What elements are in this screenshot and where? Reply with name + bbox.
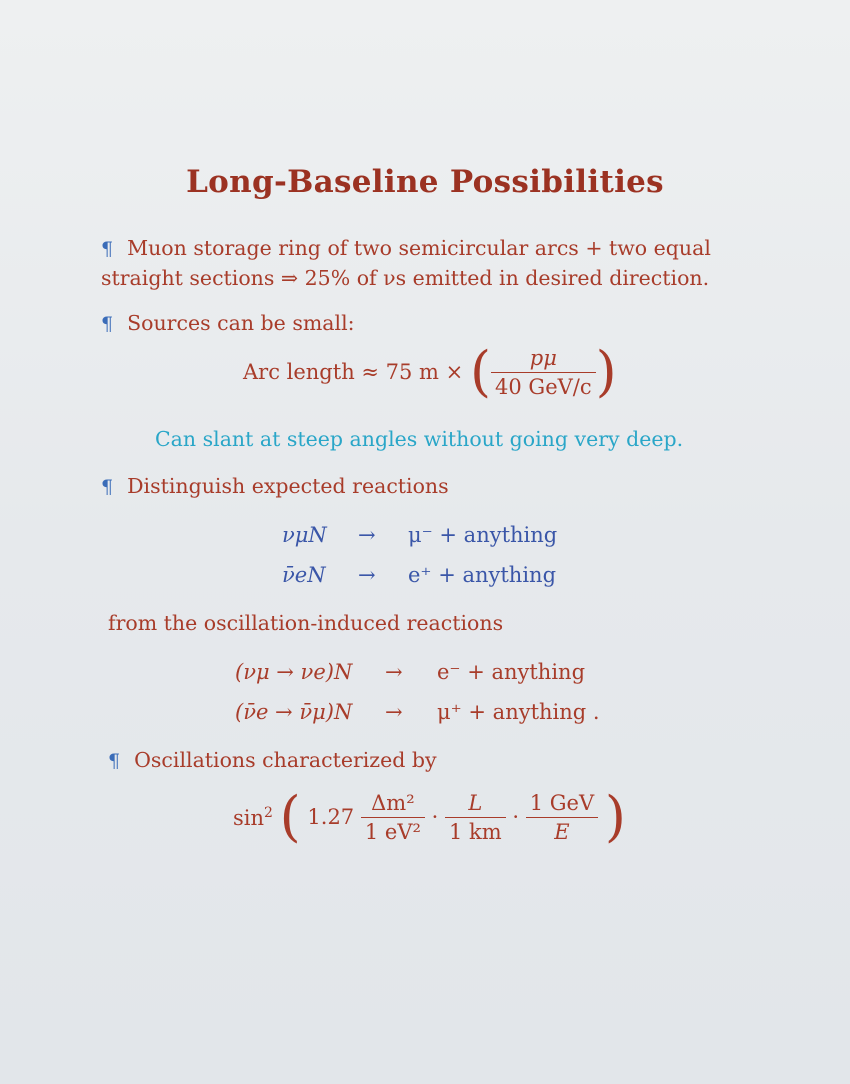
fraction-denominator: 1 eV² — [364, 819, 421, 844]
fraction-denominator: E — [554, 819, 570, 844]
reaction-lhs: (ν̄e → ν̄μ)N — [235, 700, 353, 724]
pilcrow-icon: ¶ — [101, 238, 114, 260]
reaction-arrow: → — [385, 660, 403, 684]
fraction-numerator: 1 GeV — [526, 791, 598, 818]
oscillation-formula — [233, 785, 626, 848]
bullet-2 — [101, 311, 355, 335]
reaction-rhs: e⁺ + anything — [408, 563, 557, 587]
fraction-numerator: pμ — [491, 346, 596, 373]
fraction-denominator: 1 km — [448, 819, 502, 844]
sin-exponent: 2 — [264, 804, 273, 821]
fraction-denominator: 40 GeV/c — [495, 374, 592, 399]
momentum-fraction — [491, 346, 596, 399]
fraction-numerator: L — [445, 791, 506, 818]
induced-reaction-2 — [235, 700, 600, 724]
reaction-arrow: → — [358, 523, 376, 547]
bullet-3 — [101, 474, 449, 498]
right-paren: ) — [595, 340, 617, 403]
reaction-arrow: → — [385, 700, 403, 724]
reaction-lhs: ν̄eN — [282, 563, 326, 587]
energy-fraction — [526, 791, 598, 844]
mass-fraction — [361, 791, 425, 844]
bullet-1-line-1 — [101, 236, 711, 260]
dot-operator: · — [431, 805, 439, 829]
reaction-rhs: μ⁻ + anything — [408, 523, 558, 547]
expected-reaction-2 — [282, 563, 556, 587]
sin-function — [233, 806, 273, 830]
arc-length-equation — [243, 340, 617, 403]
reaction-lhs: (νμ → νe)N — [235, 660, 353, 684]
length-fraction — [445, 791, 506, 844]
bullet-1-line-2: straight sections ⇒ 25% of νs emitted in desired direction. — [101, 266, 710, 290]
arc-length-lhs: Arc length ≈ 75 m × — [243, 360, 464, 384]
page-title: Long-Baseline Possibilities — [186, 164, 664, 200]
right-paren: ) — [604, 785, 626, 848]
reaction-rhs: e⁻ + anything — [437, 660, 586, 684]
bullet-4-text: Oscillations characterized by — [134, 748, 437, 772]
reaction-rhs: μ⁺ + anything . — [437, 700, 600, 724]
left-paren: ( — [279, 785, 301, 848]
sin-label: sin — [233, 805, 265, 830]
oscillation-induced-intro: from the oscillation-induced reactions — [108, 611, 504, 635]
bullet-2-text: Sources can be small: — [127, 311, 355, 335]
left-paren: ( — [469, 340, 492, 403]
bullet-3-text: Distinguish expected reactions — [127, 474, 449, 498]
bullet-4 — [108, 748, 437, 772]
slant-note: Can slant at steep angles without going very deep. — [155, 427, 684, 451]
bullet-1-text: Muon storage ring of two semicircular arcs + two equal — [127, 236, 711, 260]
reaction-arrow: → — [358, 563, 376, 587]
pilcrow-icon: ¶ — [101, 476, 114, 498]
coefficient: 1.27 — [307, 805, 355, 829]
induced-reaction-1 — [235, 660, 585, 684]
dot-operator: · — [512, 805, 520, 829]
fraction-numerator: Δm² — [361, 791, 425, 818]
pilcrow-icon: ¶ — [108, 750, 121, 772]
pilcrow-icon: ¶ — [101, 313, 114, 335]
reaction-lhs: νμN — [282, 523, 327, 547]
expected-reaction-1 — [282, 523, 557, 547]
